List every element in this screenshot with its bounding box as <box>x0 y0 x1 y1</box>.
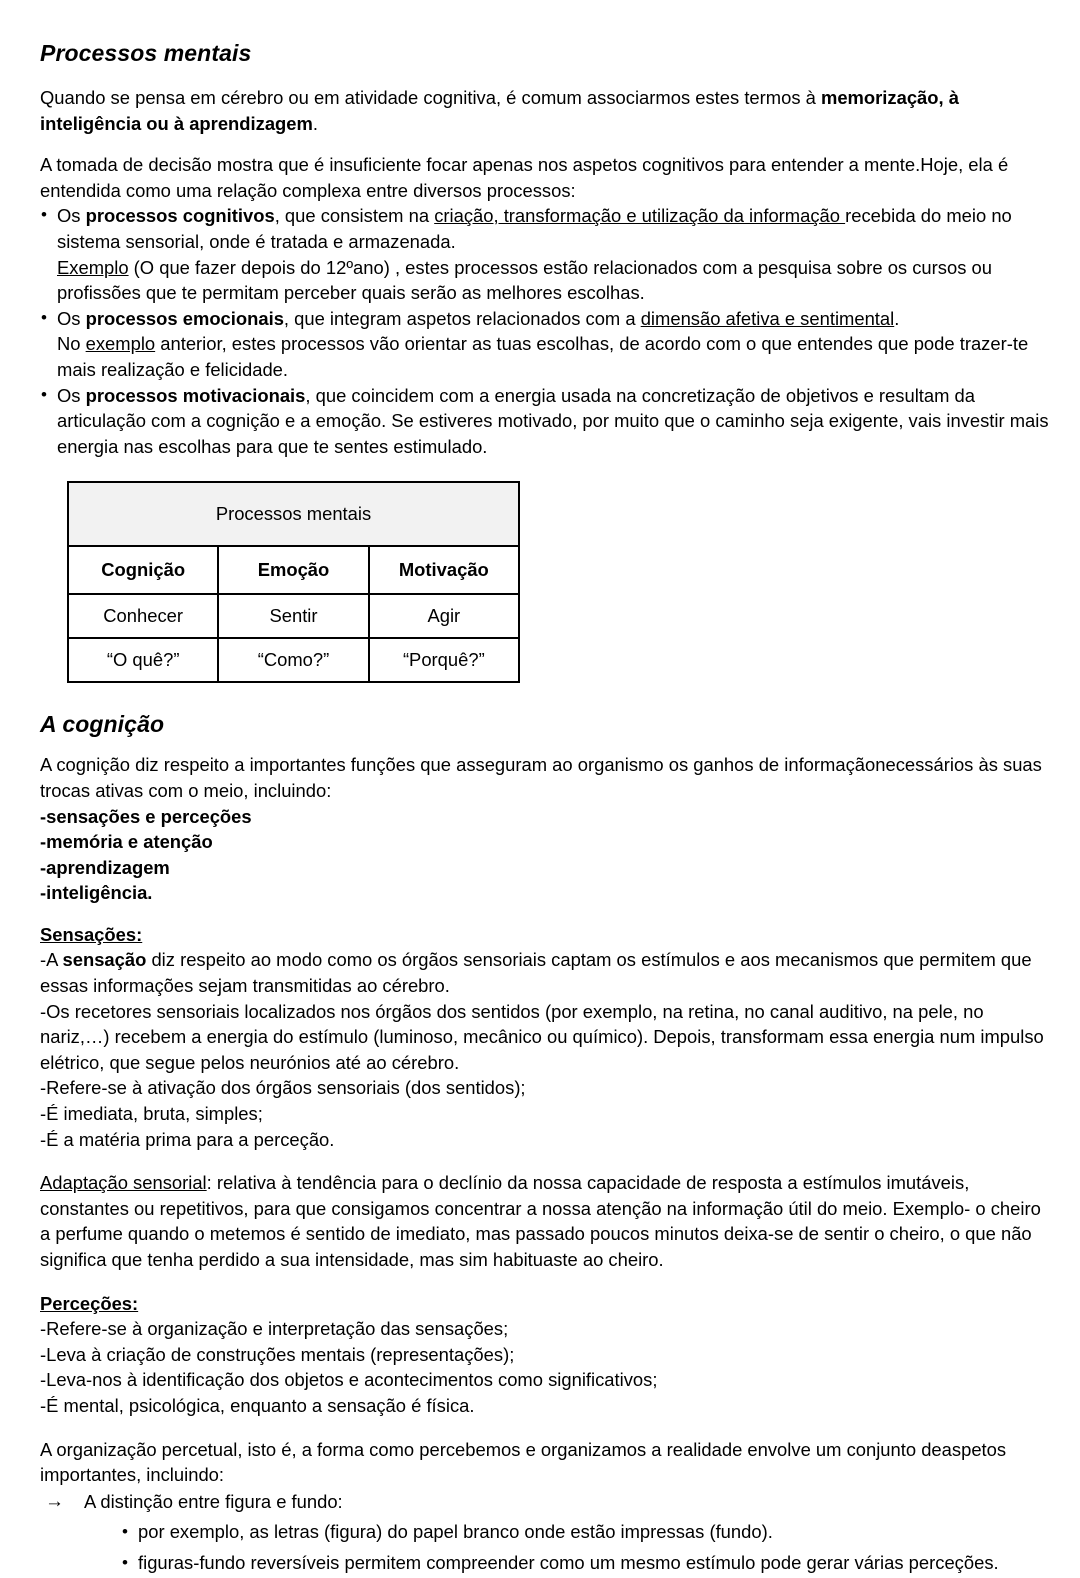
percecoes-item-3: -Leva-nos à identificação dos objetos e acontecimentos como significativos; <box>40 1369 658 1391</box>
figura-fundo-text: A distinção entre figura e fundo: <box>84 1490 343 1512</box>
section-title-cognicao: A cognição <box>40 711 165 738</box>
intro-paragraph <box>40 85 1050 136</box>
table-cell-o-que: “O quê?” <box>68 638 218 682</box>
decision-line-2: Hoje, ela é entendida como uma relação complexa entre diversos processos: <box>40 154 1009 201</box>
list-item-motivacionais <box>40 383 1050 460</box>
bullet-2-pre: Os <box>57 307 86 329</box>
processes-list <box>40 203 1050 459</box>
table-row-headers <box>68 546 519 594</box>
table-header-emocao: Emoção <box>218 546 368 594</box>
intro-text-part2: . <box>312 112 318 134</box>
sensacoes-item-1-pre: -A <box>40 949 63 971</box>
bullet-3-mid: , que coincidem com a energia usada na concretização de objetivos e resultam da articulação com a cognição e a emoção. Se estiveres motivado, por muito que o caminho seja exigente, vais investir mais energia nas escolhas para que te sentes estimulado. <box>57 384 1049 457</box>
sensacoes-item-4: -É imediata, bruta, simples; <box>40 1103 263 1125</box>
arrow-right-icon: → <box>45 1490 64 1512</box>
sensacoes-title: Sensações: <box>40 923 143 945</box>
adaptacao-sensorial-paragraph <box>40 1170 1050 1272</box>
sensacoes-block <box>40 922 1050 1152</box>
list-item-cognitivos <box>40 203 1050 305</box>
sensacoes-item-5: -É a matéria prima para a perceção. <box>40 1128 335 1150</box>
cognicao-item-aprendizagem: -aprendizagem <box>40 856 170 878</box>
percecoes-item-4: -É mental, psicológica, enquanto a sensação é física. <box>40 1394 475 1416</box>
list-item-emocionais <box>40 306 1050 383</box>
intro-text-part1: Quando se pensa em cérebro ou em atividade cognitiva, é comum associarmos estes termos à <box>40 87 821 108</box>
intro-text-bold: memorização, à inteligência ou à aprendizagem <box>40 87 959 134</box>
organizacao-line-2: aspetos importantes, incluindo: <box>40 1438 1007 1486</box>
bullet-2-example-label: exemplo <box>85 333 156 355</box>
table-row <box>68 594 519 638</box>
table-cell-sentir: Sentir <box>218 594 368 638</box>
bullet-2-example <box>57 331 1050 382</box>
bullet-2-example-text: anterior, estes processos vão orientar as tuas escolhas, de acordo com o que entendes que pode trazer-te mais realização e felicidade. <box>57 333 1029 380</box>
percecoes-title: Perceções: <box>40 1292 139 1314</box>
table-header-cognicao: Cognição <box>68 546 218 594</box>
bullet-1-mid: , que consistem na <box>274 205 435 227</box>
table-cell-agir: Agir <box>369 594 519 638</box>
table-row <box>68 638 519 682</box>
decision-line-1: A tomada de decisão mostra que é insuficiente focar apenas nos aspetos cognitivos para entender a mente. <box>40 154 921 176</box>
cognicao-intro-line-1: A cognição diz respeito a importantes funções que asseguram ao organismo os ganhos de informação <box>40 754 876 776</box>
percecoes-item-2: -Leva à criação de construções mentais (representações); <box>40 1343 515 1365</box>
bullet-1-example-text: (O que fazer depois do 12ºano) , estes processos estão relacionados com a pesquisa sobre os cursos ou profissões que te permitam perceber quais serão as melhores escolhas. <box>57 256 992 304</box>
bullet-1-example <box>57 255 1050 306</box>
cognicao-item-memoria: -memória e atenção <box>40 831 213 853</box>
table-cell-conhecer: Conhecer <box>68 594 218 638</box>
percecoes-block <box>40 1291 1050 1419</box>
cognicao-item-sensacoes: -sensações e perceções <box>40 805 252 827</box>
table-cell-porque: “Porquê?” <box>369 638 519 682</box>
adaptacao-sensorial-label: Adaptação sensorial <box>40 1172 207 1194</box>
cognicao-intro-line-2: necessários às suas trocas ativas com o meio, incluindo: <box>40 754 1042 801</box>
bullet-3-bold: processos motivacionais <box>85 384 306 406</box>
percecoes-item-1: -Refere-se à organização e interpretação das sensações; <box>40 1318 509 1340</box>
page-title: Processos mentais <box>40 40 252 66</box>
table-title-cell: Processos mentais <box>68 482 519 546</box>
bullet-2-example-pre: No <box>57 333 86 355</box>
bullet-1-post: recebida do meio no sistema sensorial, onde é tratada e armazenada. <box>57 205 1012 252</box>
cognicao-items <box>40 804 1050 906</box>
sensacoes-item-1-post: diz respeito ao modo como os órgãos sensoriais captam os estímulos e aos mecanismos que permitem que essas informações sejam transmitidas ao cérebro. <box>40 949 1032 997</box>
processos-mentais-table <box>67 481 520 683</box>
adaptacao-sensorial-text: : relativa à tendência para o declínio da nossa capacidade de resposta a estímulos imutáveis, constantes ou repetitivos, para que consigamos concentrar a nossa atenção na informação útil do meio. Exemplo- o cheiro a perfume quando o metemos é sentido de imediato, mas passado poucos minutos deixa-se de sentir o cheiro, o que não significa que tenha perdido a sua intensidade, mas sim habituaste ao cheiro. <box>40 1172 1041 1270</box>
table-header-motivacao: Motivação <box>369 546 519 594</box>
bullet-2-mid: , que integram aspetos relacionados com a <box>283 307 641 329</box>
bullet-2-post: . <box>894 307 900 329</box>
table-cell-como: “Como?” <box>218 638 368 682</box>
organizacao-percetual-paragraph <box>40 1437 1050 1488</box>
bullet-2-underline: dimensão afetiva e sentimental <box>640 307 895 329</box>
organizacao-line-1: A organização percetual, isto é, a forma como percebemos e organizamos a realidade envolve um conjunto de <box>40 1438 942 1460</box>
figura-fundo-block <box>40 1488 1050 1578</box>
decision-paragraph <box>40 152 1050 203</box>
bullet-1-underline: criação, transformação e utilização da informação <box>434 205 846 227</box>
sensacoes-item-1 <box>40 947 1050 998</box>
bullet-1-pre: Os <box>57 205 86 227</box>
figura-fundo-sublist <box>40 1516 1050 1578</box>
cognicao-item-inteligencia: -inteligência. <box>40 882 153 904</box>
sensacoes-item-3: -Refere-se à ativação dos órgãos sensoriais (dos sentidos); <box>40 1077 526 1099</box>
figura-fundo-row <box>40 1488 1050 1516</box>
list-item: • por exemplo, as letras (figura) do papel branco onde estão impressas (fundo). <box>40 1516 1050 1547</box>
bullet-3-pre: Os <box>57 384 86 406</box>
sensacoes-item-2: -Os recetores sensoriais localizados nos órgãos dos sentidos (por exemplo, na retina, no canal auditivo, na pele, no nariz,…) recebem a energia do estímulo (luminoso, mecânico ou químico). Depois, transformam essa energia num impulso elétrico, que segue pelos neurónios até ao cérebro. <box>40 1000 1044 1073</box>
table-row-title <box>68 482 519 546</box>
bullet-2-bold: processos emocionais <box>85 307 284 329</box>
cognicao-intro <box>40 752 1050 803</box>
bullet-1-example-label: Exemplo <box>57 256 129 278</box>
bullet-1-bold: processos cognitivos <box>85 205 275 227</box>
list-item: • figuras-fundo reversíveis permitem compreender como um mesmo estímulo pode gerar várias perceções. <box>40 1547 1050 1578</box>
sensacoes-item-1-bold: sensação <box>62 949 147 971</box>
